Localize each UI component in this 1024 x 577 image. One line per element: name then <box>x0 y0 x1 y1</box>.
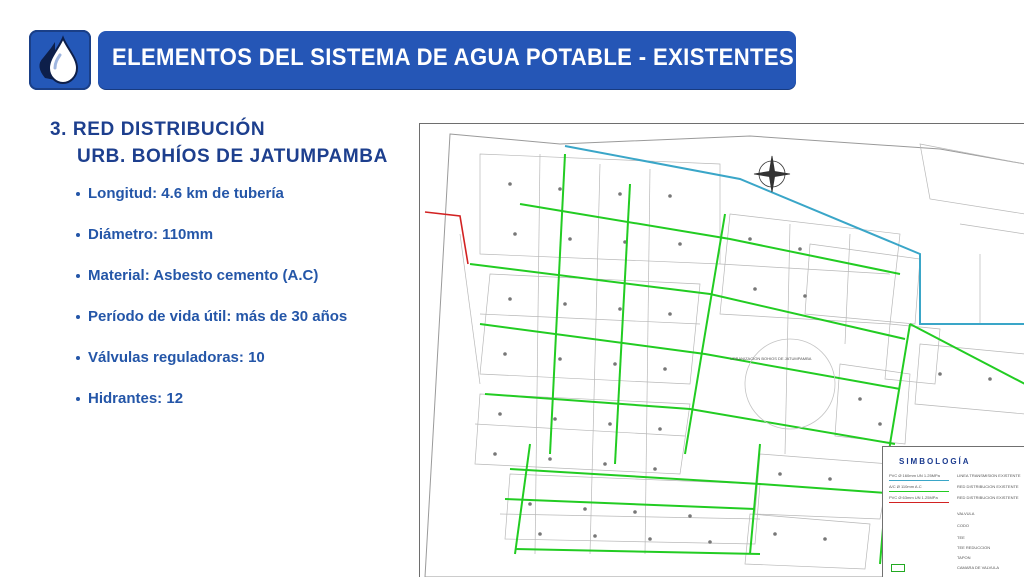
legend-title: SIMBOLOGÍA <box>899 457 971 466</box>
section-title <box>50 116 388 170</box>
legend-symbol-2: A/C Ø 110mm A.C <box>889 484 922 489</box>
existing-line-red <box>425 212 468 264</box>
legend-desc-8: TAPON <box>957 555 971 560</box>
legend-symbol-1: PVC Ø 160mm UN 1.25MPa <box>889 473 940 478</box>
transmission-line <box>565 146 1024 324</box>
legend-desc-6: TEE <box>957 535 965 540</box>
map-legend <box>882 446 1024 577</box>
spec-vida-util: Período de vida útil: más de 30 años <box>74 307 404 348</box>
bullet-dot-icon <box>76 274 80 278</box>
section-title-line1: 3. RED DISTRIBUCIÓN <box>50 119 266 140</box>
legend-desc-5: CODO <box>957 523 969 528</box>
bullet-dot-icon <box>76 192 80 196</box>
specs-list <box>74 184 404 430</box>
section-title-line2: URB. BOHÍOS DE JATUMPAMBA <box>77 146 388 167</box>
legend-desc-4: VALVULA <box>957 511 975 516</box>
legend-desc-2: RED DISTRIBUCION EXISTENTE <box>957 484 1019 489</box>
legend-desc-3: RED DISTRIBUCION EXISTENTE <box>957 495 1019 500</box>
water-drop-icon <box>29 30 91 90</box>
page-title: ELEMENTOS DEL SISTEMA DE AGUA POTABLE - EXISTENTES <box>112 44 795 71</box>
legend-desc-1: LINEA TRANSMISION EXISTENTE <box>957 473 1021 478</box>
spec-valvulas: Válvulas reguladoras: 10 <box>74 348 404 389</box>
map-label: URBANIZACION BOHIOS DE JATUMPAMBA <box>730 356 812 361</box>
legend-desc-7: TEE REDUCCION <box>957 545 991 550</box>
spec-diametro: Diámetro: 110mm <box>74 225 404 266</box>
roundabout-outline <box>745 339 835 429</box>
bullet-dot-icon <box>76 356 80 360</box>
spec-material: Material: Asbesto cemento (A.C) <box>74 266 404 307</box>
spec-longitud: Longitud: 4.6 km de tubería <box>74 184 404 225</box>
legend-desc-9: CAMARA DE VALVULA <box>957 565 1000 570</box>
bullet-dot-icon <box>76 397 80 401</box>
bullet-dot-icon <box>76 315 80 319</box>
bullet-dot-icon <box>76 233 80 237</box>
title-bar <box>98 31 796 89</box>
spec-hidrantes: Hidrantes: 12 <box>74 389 404 430</box>
legend-symbol-3: PVC Ø 63mm UN 1.25MPa <box>889 495 938 500</box>
logo <box>29 30 91 90</box>
